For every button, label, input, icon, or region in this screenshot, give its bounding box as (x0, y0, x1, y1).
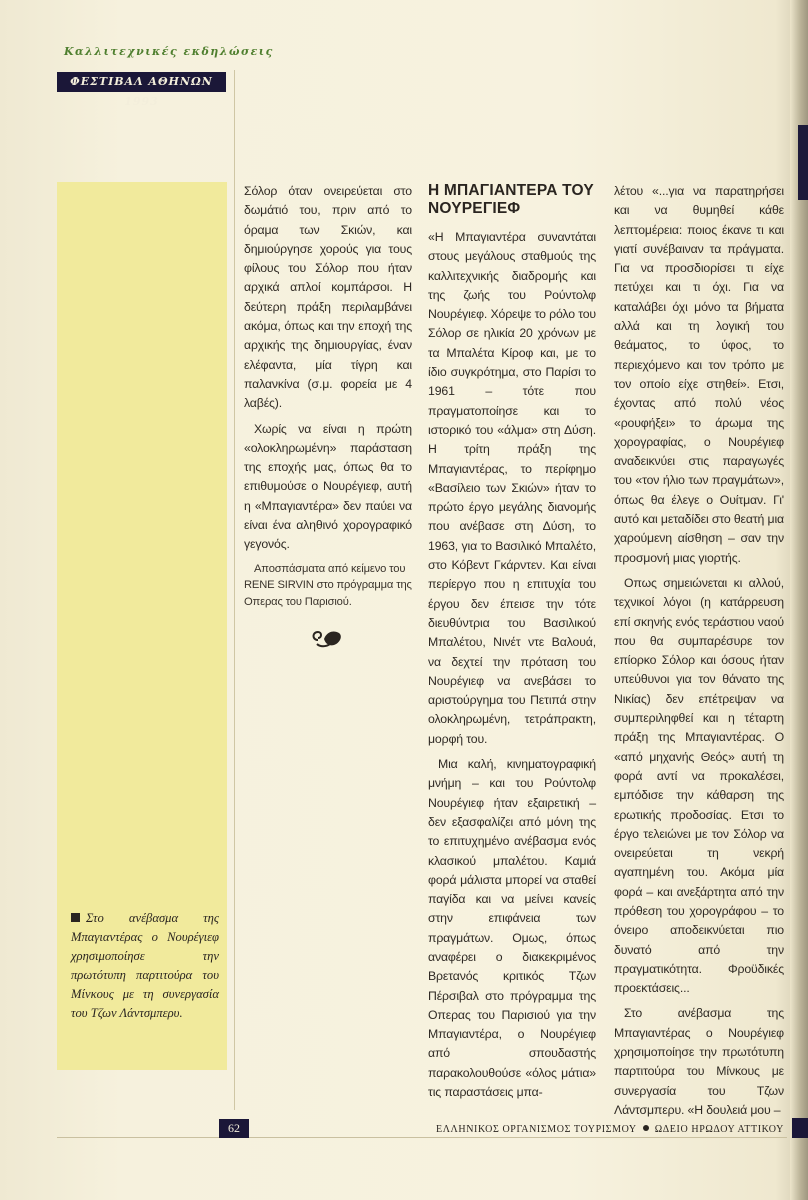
footer-venue: ΩΔΕΙΟ ΗΡΩΔΟΥ ΑΤΤΙΚΟΥ (654, 1124, 784, 1135)
footer-credits (436, 1124, 784, 1135)
article-heading: Η ΜΠΑΓΙΑΝΤΕΡΑ ΤΟΥ ΝΟΥΡΕΓΙΕΦ (428, 182, 594, 217)
caption-text: Στο ανέβασμα της Μπαγιαντέρας ο Νουρέγιεφ χρησιμοποίησε την πρωτότυπη παρτιτούρα του Μίνκους με τη συνεργασία του Τζων Λάντσμπερυ. (71, 911, 219, 1020)
festival-banner: ΦΕΣΤΙΒΑΛ ΑΘΗΝΩΝ 1993 (57, 72, 226, 92)
paragraph: Οπως σημειώνεται κι αλλού, τεχνικοί λόγοι (η κατάρρευση επί σκηνής ενός τεράστιου ναού που θα συμπαρέσυρε τον επίορκο Σόλορ και όσους ήταν υπεύθυνοι για τον θάνατο της Νικίας) δεν επέτρεψαν να συμπεριληφθεί και η τέταρτη πράξη της Μπαγιαντέρας. Ο «από μηχανής Θεός» αυτή τη φορά αντί να προκαλέσει, εμπόδισε την κάθαρση της ερωτικής προδοσίας. Ετσι το έργο τελειώνει με τον Σόλορ να ονειρεύεται τη νεκρή αγαπημένη του. Ακόμα μία φορά – και ανεξάρτητα από την πρόθεση του χορογράφου – το όνειρο αποδεικνύεται πιο δυνατό από την πραγματικότητα. Φροϋδικές προεκτάσεις... (614, 575, 784, 996)
photo-caption-panel (57, 182, 227, 1070)
footer-rule (57, 1137, 787, 1138)
paragraph: «Η Μπαγιαντέρα συναντάται στους μεγάλους σταθμούς της καλλιτεχνικής διαδρομής και της ζωής του Ρούντολφ Νουρέγιεφ. Χόρεψε το ρόλο του Σόλορ σε ηλικία 20 χρόνων με τα Μπαλέτα Κίροφ και, με το ίδιο συγκρότημα, στο Παρίσι το 1961 – τότε που πραγματοποίησε και το ιστορικό του «άλμα» στη Δύση. Η τρίτη πράξη της Μπαγιαντέρας, το περίφημο «Βασίλειο των Σκιών» ήταν το πρώτο έργο μεγάλης διανομής που ανέβασε στη Δύση, το 1963, για το Βασιλικό Μπαλέτο, στο Κόβεντ Γκάρντεν. Και είναι περίεργο που η επιτυχία του έργου δεν έπεισε την τότε διευθύντρια του Βασιλικού Μπαλέτου, Νινέτ ντε Βαλουά, να δεχτεί την πρόταση του Νουρέγιεφ να ανεβάσει το αριστούργημα του Πετιπά στην ολοκληρωμένη, τετράπρακτη, μορφή του. (428, 230, 596, 746)
page-number: 62 (219, 1119, 249, 1138)
column-divider (234, 70, 235, 1110)
text-column-3 (614, 182, 784, 1126)
ivy-leaf-icon (310, 628, 344, 655)
series-title: Καλλιτεχνικές εκδηλώσεις (64, 45, 274, 58)
paragraph: Σόλορ όταν ονειρεύεται στο δωμάτιό του, πριν από το όραμα των Σκιών, και δημιούργησε χορούς για τους φίλους του Σόλορ που ήταν αρχικά απλοί κομπάρσοι. Η δεύτερη πράξη περιλαμβάνει ακόμα, όπως και την εποχή της αρχικής της δημιουργίας, έναν ελέφαντα, μία τίγρη και παλανκίνα (σ.μ. φορεία με 4 λαβές). (244, 184, 412, 411)
edge-tab-top (798, 125, 808, 200)
paragraph: λέτου «...για να παρατηρήσει και να θυμηθεί κάθε λεπτομέρεια: ποιος έκανε τι και γιατί συνέβαιναν τα πράγματα. Για να προσδιορίσει τι είχε πετύχει και τι όχι. Για να καταλάβει όχι μόνο τα βήματα αλλά και τη λογική του θεάματος, το ύφος, το περιεχόμενο και τον τρόπο με τον οποίο είχε στηθεί». Ετσι, έχοντας από πολύ νέος «ρουφήξει» το άρωμα της χορογραφίας, ο Νουρέγιεφ αναδεικνύει στις παραγωγές του «τον ήλιο των πραγμάτων», όπως θα έλεγε ο Ουίτμαν. Γι' αυτό και μεταδίδει στο θεατή μια χαρούμενη αίσθηση – σαν την προσμονή μιας γιορτής. (614, 184, 784, 565)
photo-caption (71, 909, 219, 1023)
source-note: Αποσπάσματα από κείμενο του RENE SIRVIN στο πρόγραμμα της Οπερας του Παρισιού. (244, 562, 412, 608)
text-column-1 (244, 182, 412, 616)
paragraph: Χωρίς να είναι η πρώτη «ολοκληρωμένη» παράσταση της εποχής μας, όπως θα το επιθυμούσε ο Νουρέγιεφ, αυτή η «Μπαγιαντέρα» δεν παύει να είναι ένα αληθινό χορογραφικό γεγονός. (244, 421, 412, 552)
bullet-dot-icon (643, 1125, 649, 1131)
edge-tab-bottom (792, 1118, 808, 1138)
paragraph: Στο ανέβασμα της Μπαγιαντέρας ο Νουρέγιεφ χρησιμοποίησε την πρωτότυπη παρτιτούρα του Μίνκους με συνεργασία του Τζων Λάντσμπερυ. «Η δουλειά μου – (614, 1006, 784, 1117)
square-bullet-icon (71, 913, 80, 922)
footer-organization: ΕΛΛΗΝΙΚΟΣ ΟΡΓΑΝΙΣΜΟΣ ΤΟΥΡΙΣΜΟΥ (436, 1124, 637, 1135)
text-column-2 (428, 182, 596, 1108)
paragraph: Μια καλή, κινηματογραφική μνήμη – και του Ρούντολφ Νουρέγιεφ ήταν εξαιρετική – δεν εξασφαλίζει από μόνη της το επιτυχημένο ανέβασμα ενός κλασικού μπαλέτου. Καμιά φορά μάλιστα μπορεί να σταθεί παγίδα και να μείνει κανείς στην επιφάνεια των πραγμάτων. Ομως, όπως αναφέρει ο διακεκριμένος Βρετανός κριτικός Τζων Πέρσιβαλ στο πρόγραμμα της Οπερας του Παρισιού για την Μπαγιαντέρα, ο Νουρέγιεφ από σπουδαστής παρακολουθούσε «όλος μάτια» τις παραστάσεις μπα- (428, 757, 596, 1100)
